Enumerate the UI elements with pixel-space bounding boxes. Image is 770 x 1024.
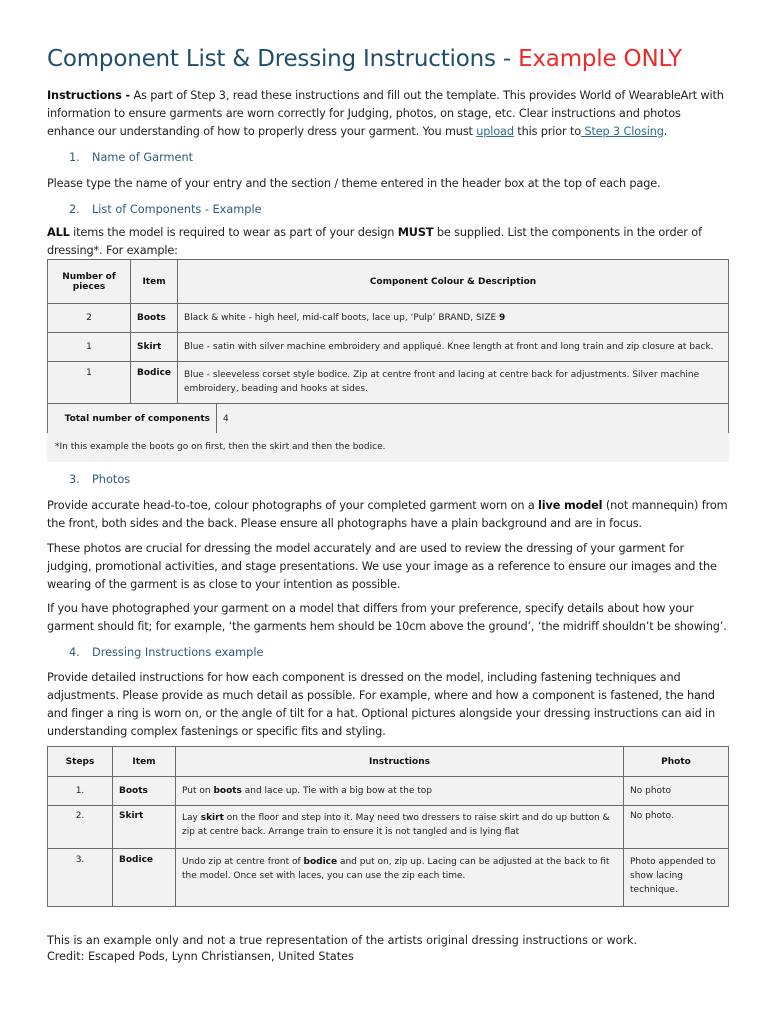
cell-step: 2. — [48, 806, 113, 849]
emphasis: MUST — [397, 226, 434, 239]
cell-count: 1 — [48, 362, 131, 405]
photos-paragraph-3: If you have photographed your garment on a model that differs from your preference, specify details about how your garment should fit; for example, ‘the garments hem should be 10cm above the ground’, ‘the midriff shouldn’t be showing’. — [47, 602, 727, 633]
cell-instructions — [176, 849, 624, 907]
body-text: be supplied. List the components in the order of dressing*. For example: — [47, 226, 702, 257]
instruction-bold: boots — [213, 786, 242, 796]
intro-text: As part of Step 3, read these instructions and fill out the template. This provides World of WearableArt with information to ensure garments are worn correctly for Judging, photos, on stage, etc. Clear instructions and photos enhance our understanding of how to properly dress your garment. You must — [47, 89, 724, 138]
total-value: 4 — [217, 404, 729, 434]
table-row — [48, 777, 729, 806]
section-title: Dressing Instructions example — [92, 646, 264, 659]
table-row — [48, 333, 729, 362]
instruction-text: on the floor and step into it. May need two dressers to raise skirt and do up button & zip at centre back. Arrange train to ensure it is not tangled and is lying flat — [182, 813, 610, 837]
title-highlight: Example ONLY — [518, 46, 682, 72]
header-instructions: Instructions — [176, 747, 624, 777]
cell-description — [178, 304, 729, 333]
cell-step: 1. — [48, 777, 113, 806]
instruction-text: Put on — [182, 786, 214, 796]
section-number: 4. — [69, 646, 80, 659]
instruction-text: and lace up. Tie with a big bow at the top — [241, 786, 433, 796]
cell-item: Bodice — [131, 362, 178, 405]
instruction-bold: bodice — [303, 857, 338, 867]
components-total-table — [47, 403, 729, 434]
section-number: 1. — [69, 151, 80, 164]
section-body — [47, 224, 729, 260]
body-text: items the model is required to wear as part of your design — [69, 226, 398, 239]
table-header-row — [48, 260, 729, 304]
table-header-row — [48, 747, 729, 777]
cell-item: Bodice — [113, 849, 176, 907]
components-table — [47, 259, 729, 405]
table-row — [48, 849, 729, 907]
header-steps: Steps — [48, 747, 113, 777]
cell-item: Skirt — [131, 333, 178, 362]
cell-photo: Photo appended to show lacing technique. — [624, 849, 729, 907]
cell-description: Blue - sleeveless corset style bodice. Zip at centre front and lacing at centre back for adjustments. Silver machine embroidery, beading and hooks at sides. — [178, 362, 729, 405]
description-bold: 9 — [499, 313, 506, 323]
instruction-text: and put on, zip up. Lacing can be adjusted at the back to fit the model. Once set with laces, you can use the zip each time. — [182, 857, 610, 881]
footer-disclaimer: This is an example only and not a true representation of the artists original dressing instructions or work. — [47, 934, 638, 947]
section-body: Provide detailed instructions for how each component is dressed on the model, including fastening techniques and adjustments. Please provide as much detail as possible. For example, where and how a component is fastened, the hand and finger a ring is worn on, or the angle of tilt for a hat. Optional pictures alongside your dressing instructions can aid in understanding complex fastenings or specific fits and styling. — [47, 671, 716, 738]
intro-text: this prior to — [513, 125, 581, 138]
section-heading-list-of-components — [69, 203, 262, 216]
body-text: Provide accurate head-to-toe, colour photographs of your completed garment worn on a — [47, 499, 539, 512]
section-heading-photos — [69, 473, 130, 486]
instruction-bold: skirt — [200, 813, 224, 823]
footer-credit-line: Credit: Escaped Pods, Lynn Christiansen, United States — [47, 950, 354, 963]
cell-count: 1 — [48, 333, 131, 362]
step3-closing-link[interactable]: Step 3 Closing — [581, 125, 664, 138]
cell-photo: No photo — [624, 777, 729, 806]
header-item: Item — [131, 260, 178, 304]
cell-item: Boots — [113, 777, 176, 806]
total-label: Total number of components — [48, 404, 217, 434]
header-description: Component Colour & Description — [178, 260, 729, 304]
cell-item: Boots — [131, 304, 178, 333]
photos-paragraph-1 — [47, 497, 729, 533]
section-title: Photos — [92, 473, 131, 486]
table-row — [48, 304, 729, 333]
header-number-of-pieces: Number of pieces — [48, 260, 131, 304]
cell-item: Skirt — [113, 806, 176, 849]
photos-paragraph-2: These photos are crucial for dressing the model accurately and are used to review the dressing of your garment for judging, promotional activities, and stage presentations. We use your image as a reference to ensure our images and the wearing of the garment is as close to your intention as possible. — [47, 542, 717, 591]
table-row — [48, 362, 729, 405]
table-row — [48, 806, 729, 849]
emphasis: live model — [538, 499, 603, 512]
intro-label: Instructions - — [47, 89, 131, 102]
cell-description: Blue - satin with silver machine embroidery and appliqué. Knee length at front and long train and zip closure at back. — [178, 333, 729, 362]
instruction-text: Undo zip at centre front of — [182, 857, 304, 867]
section-number: 2. — [69, 203, 80, 216]
description-text: Black & white - high heel, mid-calf boots, lace up, ‘Pulp’ BRAND, SIZE — [184, 313, 500, 323]
components-note: *In this example the boots go on first, then the skirt and then the bodice. — [47, 433, 729, 462]
cell-instructions — [176, 777, 624, 806]
dressing-instructions-table — [47, 746, 729, 907]
instruction-text: Lay — [182, 813, 201, 823]
intro-paragraph — [47, 87, 729, 141]
section-title: List of Components - Example — [92, 203, 262, 216]
footer-credit — [47, 933, 637, 965]
cell-photo: No photo. — [624, 806, 729, 849]
page-title — [47, 46, 682, 72]
intro-text: . — [663, 125, 668, 138]
upload-link[interactable]: upload — [476, 125, 514, 138]
title-main: Component List & Dressing Instructions - — [47, 46, 519, 72]
body-text: (not mannequin) from the front, both sides and the back. Please ensure all photographs have a plain background and are in focus. — [47, 499, 728, 530]
header-item: Item — [113, 747, 176, 777]
section-body: Please type the name of your entry and the section / theme entered in the header box at the top of each page. — [47, 177, 661, 190]
section-heading-dressing-instructions — [69, 646, 263, 659]
total-row — [48, 404, 729, 434]
cell-step: 3. — [48, 849, 113, 907]
cell-count: 2 — [48, 304, 131, 333]
section-title: Name of Garment — [92, 151, 194, 164]
header-photo: Photo — [624, 747, 729, 777]
section-heading-name-of-garment — [69, 151, 193, 164]
emphasis: ALL — [47, 226, 70, 239]
section-number: 3. — [69, 473, 80, 486]
cell-instructions — [176, 806, 624, 849]
